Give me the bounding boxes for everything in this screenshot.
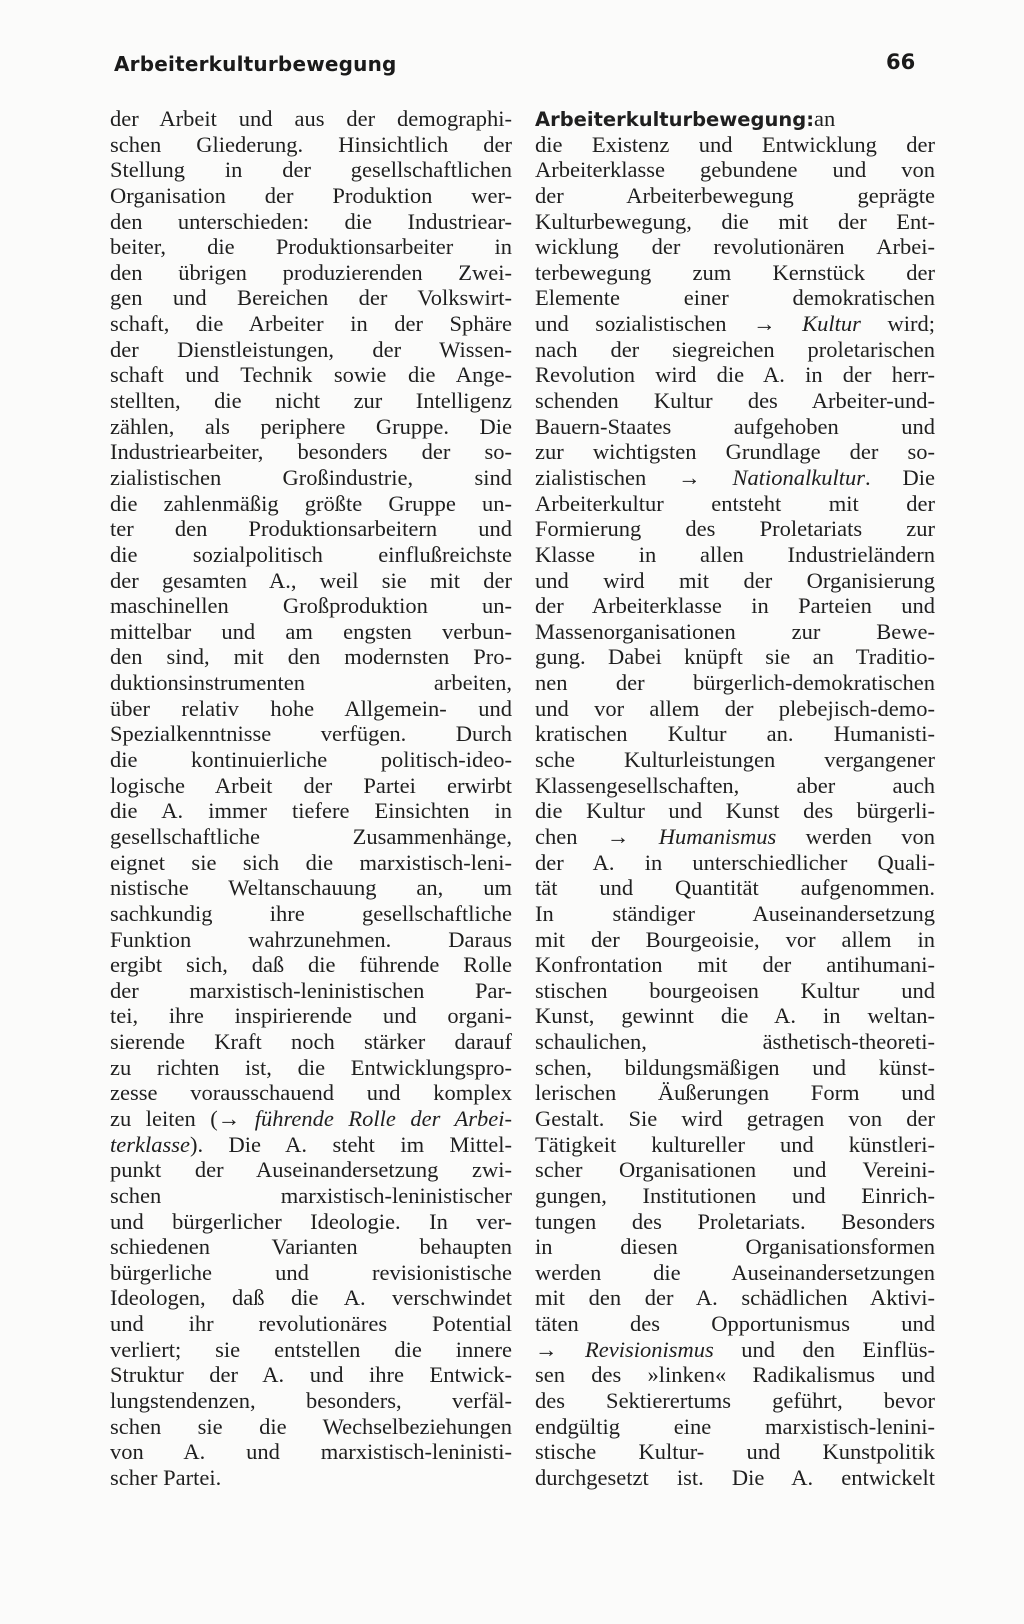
text-line: verliert; sie entstellen die innere xyxy=(110,1336,512,1362)
text-line: eignet sie sich die marxistisch-leni- xyxy=(110,849,512,875)
text-line: nistische Weltanschauung an, um xyxy=(110,875,512,901)
text-line: der marxistisch-leninistischen Par- xyxy=(110,977,512,1003)
text-line: Kunst, gewinnt die A. in weltan- xyxy=(535,1003,935,1029)
right-text-block-e xyxy=(535,1362,935,1490)
cross-reference-link[interactable]: Humanismus xyxy=(658,823,777,849)
entry-headword: Arbeiterkulturbewegung: xyxy=(535,108,814,131)
text-line: werden die Auseinandersetzungen xyxy=(535,1259,935,1285)
text-line: beiter, die Produktionsarbeiter in xyxy=(110,234,512,260)
text-line: schen marxistisch-leninistischer xyxy=(110,1182,512,1208)
text-line: schenden Kultur des Arbeiter-und- xyxy=(535,388,935,414)
left-column xyxy=(110,106,512,1491)
text-line: ergibt sich, daß die führende Rolle xyxy=(110,952,512,978)
text-line: Ideologen, daß die A. verschwindet xyxy=(110,1285,512,1311)
text-line: nach der siegreichen proletarischen xyxy=(535,336,935,362)
text-line: Arbeiterkultur entsteht mit der xyxy=(535,490,935,516)
text-line: und ihr revolutionäres Potential xyxy=(110,1311,512,1337)
text-segment: zialistischen → xyxy=(535,464,733,490)
right-text-block-d xyxy=(535,850,935,1337)
text-line: die Kultur und Kunst des bürgerli- xyxy=(535,798,935,824)
text-line: zählen, als periphere Gruppe. Die xyxy=(110,413,512,439)
text-line: scher Partei. xyxy=(110,1464,222,1490)
text-line: tungen des Proletariats. Besonders xyxy=(535,1208,935,1234)
text-line: Formierung des Proletariats zur xyxy=(535,516,935,542)
text-line: Spezialkenntnisse verfügen. Durch xyxy=(110,721,512,747)
right-column xyxy=(535,106,935,1491)
text-line: sche Kulturleistungen vergangener xyxy=(535,747,935,773)
text-line: durchgesetzt ist. Die A. entwickelt xyxy=(535,1464,935,1490)
text-line: stische Kultur- und Kunstpolitik xyxy=(535,1439,935,1465)
text-line: zialistischen Großindustrie, sind xyxy=(110,464,512,490)
text-line: den sind, mit den modernsten Pro- xyxy=(110,644,512,670)
text-line: und wird mit der Organisierung xyxy=(535,567,935,593)
text-line: gungen, Institutionen und Einrich- xyxy=(535,1182,935,1208)
entry-first-line xyxy=(535,106,935,132)
text-line: den übrigen produzierenden Zwei- xyxy=(110,259,512,285)
text-line: ter den Produktionsarbeitern und xyxy=(110,516,512,542)
text-line: Stellung in der gesellschaftlichen xyxy=(110,157,512,183)
text-line: nen der bürgerlich-demokratischen xyxy=(535,670,935,696)
text-line: der gesamten A., weil sie mit der xyxy=(110,567,512,593)
text-line: logische Arbeit der Partei erwirbt xyxy=(110,772,512,798)
text-line: schen, bildungsmäßigen und künst- xyxy=(535,1054,935,1080)
cross-reference-link[interactable]: terklasse xyxy=(110,1131,190,1157)
text-segment: . Die xyxy=(865,464,935,490)
text-segment: → xyxy=(535,1336,586,1362)
text-line: schaft und Technik sowie die Ange- xyxy=(110,362,512,388)
text-line-cross-reference xyxy=(535,824,935,850)
text-line: zesse vorausschauend und komplex xyxy=(110,1080,512,1106)
text-line: mittelbar und am engsten verbun- xyxy=(110,618,512,644)
text-segment: und den Einflüs- xyxy=(713,1336,936,1362)
text-line: der Arbeiterklasse in Parteien und xyxy=(535,593,935,619)
text-line: Elemente einer demokratischen xyxy=(535,285,935,311)
text-line: tei, ihre inspirierende und organi- xyxy=(110,1003,512,1029)
text-line: maschinellen Großproduktion un- xyxy=(110,593,512,619)
text-line: die Existenz und Entwicklung der xyxy=(535,131,935,157)
text-line: Gestalt. Sie wird getragen von der xyxy=(535,1105,935,1131)
text-line: Kulturbewegung, die mit der Ent- xyxy=(535,208,935,234)
text-line: scher Organisationen und Vereini- xyxy=(535,1157,935,1183)
right-text-block-c xyxy=(535,491,935,824)
text-line: in diesen Organisationsformen xyxy=(535,1234,935,1260)
text-line: des Sektierertums geführt, bevor xyxy=(535,1388,935,1414)
text-line: wicklung der revolutionären Arbei- xyxy=(535,234,935,260)
text-line: sachkundig ihre gesellschaftliche xyxy=(110,900,512,926)
text-line: zu richten ist, die Entwicklungspro- xyxy=(110,1054,512,1080)
text-line: zur wichtigsten Grundlage der so- xyxy=(535,439,935,465)
text-segment: und sozialistischen → xyxy=(535,311,803,337)
cross-reference-link[interactable]: Nationalkultur xyxy=(732,464,865,490)
text-line: die kontinuierliche politisch-ideo- xyxy=(110,747,512,773)
text-line: Konfrontation mit der antihumani- xyxy=(535,952,935,978)
cross-reference-link[interactable]: Kultur xyxy=(802,311,861,337)
text-line: die zahlenmäßig größte Gruppe un- xyxy=(110,490,512,516)
text-line: kratischen Kultur an. Humanisti- xyxy=(535,721,935,747)
text-line: mit der Bourgeoisie, vor allem in xyxy=(535,926,935,952)
right-text-block-b xyxy=(535,337,935,465)
text-line: gung. Dabei knüpft sie an Traditio- xyxy=(535,644,935,670)
text-line: und bürgerlicher Ideologie. In ver- xyxy=(110,1208,512,1234)
text-line-cross-reference xyxy=(535,311,935,337)
text-line: Funktion wahrzunehmen. Daraus xyxy=(110,926,512,952)
text-line: duktionsinstrumenten arbeiten, xyxy=(110,670,512,696)
text-line: Tätigkeit kultureller und künstleri- xyxy=(535,1131,935,1157)
text-line: schen Gliederung. Hinsichtlich der xyxy=(110,131,512,157)
text-line: schen sie die Wechselbeziehungen xyxy=(110,1413,512,1439)
text-segment: ). Die A. steht im Mittel- xyxy=(189,1131,512,1157)
text-line: die sozialpolitisch einflußreichste xyxy=(110,541,512,567)
text-line: Struktur der A. und ihre Entwick- xyxy=(110,1362,512,1388)
text-line: der Arbeiterbewegung geprägte xyxy=(535,182,935,208)
text-line: bürgerliche und revisionistische xyxy=(110,1259,512,1285)
text-line-cross-reference xyxy=(535,1337,935,1363)
text-line: Arbeiterklasse gebundene und von xyxy=(535,157,935,183)
text-segment: chen → xyxy=(535,823,659,849)
text-line: gen und Bereichen der Volkswirt- xyxy=(110,285,512,311)
text-line: stellten, die nicht zur Intelligenz xyxy=(110,388,512,414)
text-line: sierende Kraft noch stärker darauf xyxy=(110,1029,512,1055)
text-line: lerischen Äußerungen Form und xyxy=(535,1080,935,1106)
text-line: punkt der Auseinandersetzung zwi- xyxy=(110,1157,512,1183)
text-line: mit den der A. schädlichen Aktivi- xyxy=(535,1285,935,1311)
text-line: Bauern-Staates aufgehoben und xyxy=(535,413,935,439)
text-line: die A. immer tiefere Einsichten in xyxy=(110,798,512,824)
text-line-cross-reference xyxy=(535,465,935,491)
text-segment: an xyxy=(814,106,836,131)
text-line: terbewegung zum Kernstück der xyxy=(535,259,935,285)
text-line: gesellschaftliche Zusammenhänge, xyxy=(110,823,512,849)
text-line: schaulichen, ästhetisch-theoreti- xyxy=(535,1029,935,1055)
text-line: der Arbeit und aus der demographi- xyxy=(110,106,512,131)
text-segment: zu leiten (→ xyxy=(110,1105,255,1131)
right-text-block-a xyxy=(535,132,935,311)
text-line: der Dienstleistungen, der Wissen- xyxy=(110,336,512,362)
text-line: täten des Opportunismus und xyxy=(535,1311,935,1337)
text-line-cross-reference xyxy=(110,1132,512,1158)
text-segment: werden von xyxy=(776,823,935,849)
text-line: Industriearbeiter, besonders der so- xyxy=(110,439,512,465)
text-line: der A. in unterschiedlicher Quali- xyxy=(535,849,935,875)
text-line: stischen bourgeoisen Kultur und xyxy=(535,977,935,1003)
text-line: und vor allem der plebejisch-demo- xyxy=(535,695,935,721)
text-line: Klassengesellschaften, aber auch xyxy=(535,772,935,798)
running-head: Arbeiterkulturbewegung xyxy=(114,52,397,76)
text-line: den unterschieden: die Industriear- xyxy=(110,208,512,234)
text-line: Organisation der Produktion wer- xyxy=(110,182,512,208)
text-line: von A. und marxistisch-leninisti- xyxy=(110,1439,512,1465)
text-line: In ständiger Auseinandersetzung xyxy=(535,900,935,926)
left-text-block-1 xyxy=(110,106,512,1106)
cross-reference-link[interactable]: führende Rolle der Arbei- xyxy=(254,1105,512,1131)
text-line: schaft, die Arbeiter in der Sphäre xyxy=(110,311,512,337)
text-line: Massenorganisationen zur Bewe- xyxy=(535,618,935,644)
text-line: endgültig eine marxistisch-lenini- xyxy=(535,1413,935,1439)
text-line: Revolution wird die A. in der herr- xyxy=(535,362,935,388)
cross-reference-link[interactable]: Revisionismus xyxy=(585,1336,714,1362)
text-line: lungstendenzen, besonders, verfäl- xyxy=(110,1388,512,1414)
text-segment: wird; xyxy=(860,311,935,337)
text-line: tät und Quantität aufgenommen. xyxy=(535,875,935,901)
page-number: 66 xyxy=(886,50,916,74)
text-line-cross-reference xyxy=(110,1106,512,1132)
text-line: sen des »linken« Radikalismus und xyxy=(535,1362,935,1388)
text-line: über relativ hohe Allgemein- und xyxy=(110,695,512,721)
left-text-block-2 xyxy=(110,1157,512,1490)
text-line: Klasse in allen Industrieländern xyxy=(535,541,935,567)
text-line: schiedenen Varianten behaupten xyxy=(110,1234,512,1260)
